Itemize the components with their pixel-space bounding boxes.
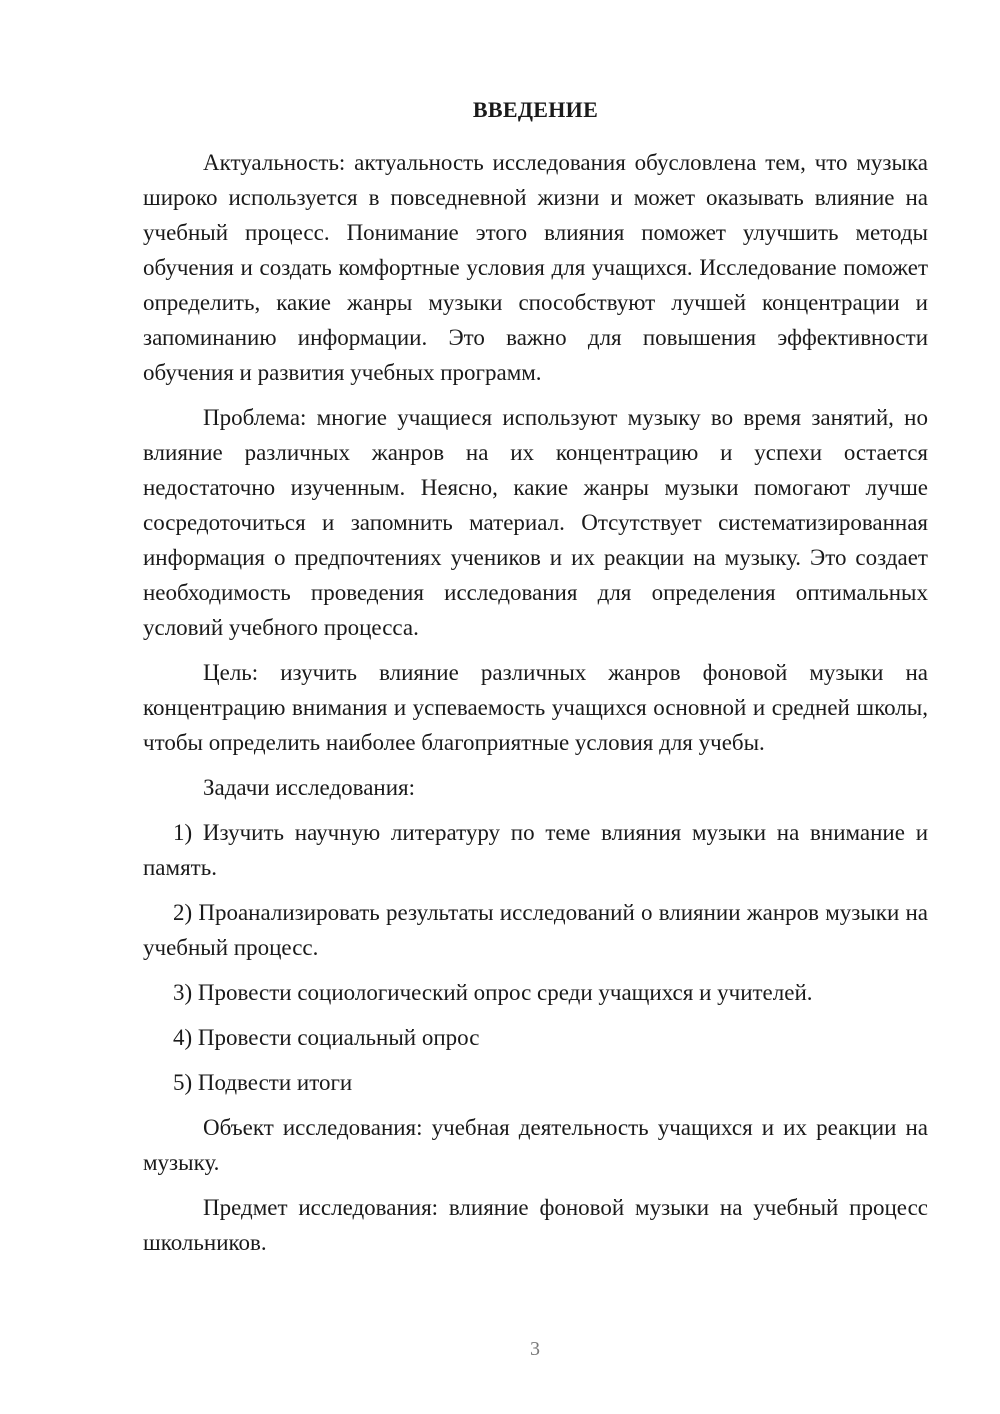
object-paragraph: Объект исследования: учебная деятельность учащихся и их реакции на музыку. — [143, 1115, 928, 1175]
tasks-list — [143, 815, 928, 1100]
problem-paragraph: Проблема: многие учащиеся используют музыку во время занятий, но влияние различных жанров на их концентрацию и успехи остается недостаточно изученным. Неясно, какие жанры музыки помогают лучше сосредоточиться и запомнить материал. Отсутствует систематизированная информация о предпочтениях учеников и их реакции на музыку. Это создает необходимость проведения исследования для определения оптимальных условий учебного процесса. — [143, 405, 928, 640]
section-title: ВВЕДЕНИЕ — [472, 97, 599, 122]
page-content — [143, 92, 928, 1260]
task-item: 2) Проанализировать результаты исследований о влиянии жанров музыки на учебный процесс. — [143, 900, 928, 960]
relevance-paragraph: Актуальность: актуальность исследования обусловлена тем, что музыка широко используется в повседневной жизни и может оказывать влияние на учебный процесс. Понимание этого влияния поможет улучшить методы обучения и создать комфортные условия для учащихся. Исследование поможет определить, какие жанры музыки способствуют лучшей концентрации и запоминанию информации. Это важно для повышения эффективности обучения и развития учебных программ. — [143, 150, 928, 385]
task-item: 5) Подвести итоги — [173, 1070, 353, 1095]
task-item: 1) Изучить научную литературу по теме влияния музыки на внимание и память. — [143, 820, 928, 880]
tasks-heading: Задачи исследования: — [203, 775, 416, 800]
subject-paragraph: Предмет исследования: влияние фоновой музыки на учебный процесс школьников. — [143, 1195, 928, 1255]
task-item: 4) Провести социальный опрос — [173, 1025, 480, 1050]
goal-paragraph: Цель: изучить влияние различных жанров фоновой музыки на концентрацию внимания и успеваемость учащихся основной и средней школы, чтобы определить наиболее благоприятные условия для учебы. — [143, 660, 928, 755]
page-number: 3 — [530, 1338, 540, 1360]
task-item: 3) Провести социологический опрос среди учащихся и учителей. — [173, 980, 813, 1005]
